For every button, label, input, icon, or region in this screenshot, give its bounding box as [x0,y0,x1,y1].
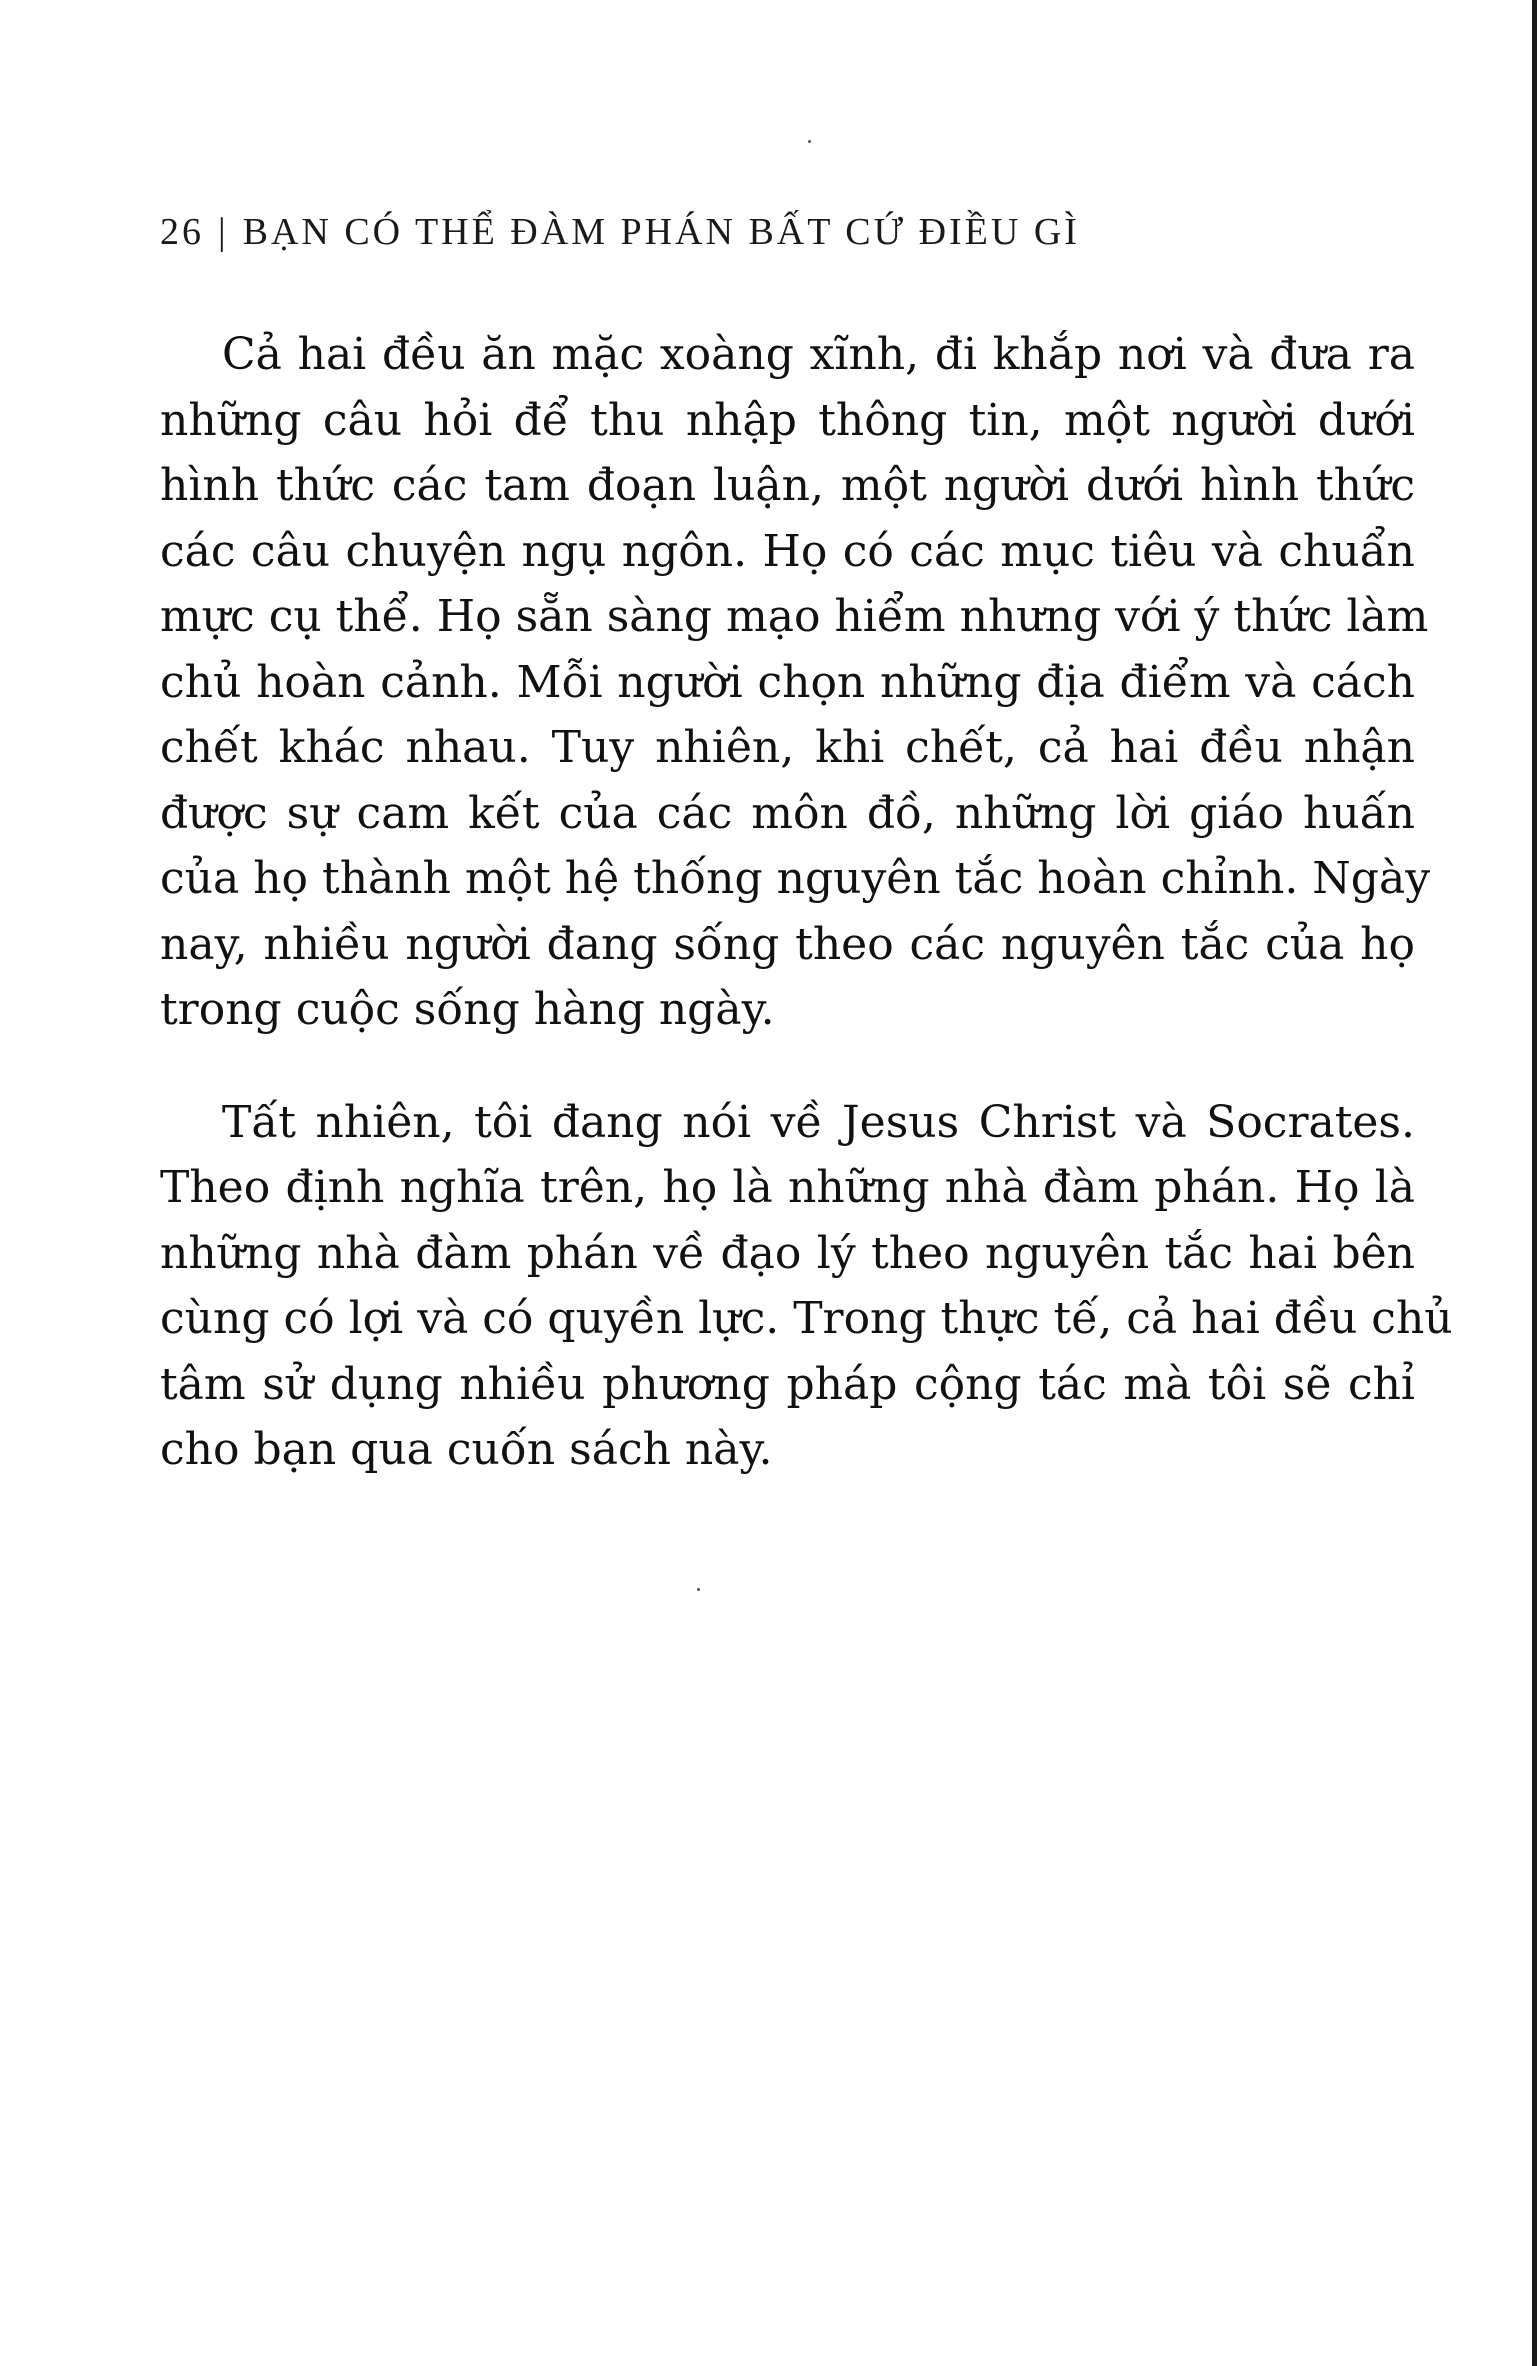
text-line: mực cụ thể. Họ sẵn sàng mạo hiểm nhưng với ý thức làm [160,591,1429,642]
text-line: những câu hỏi để thu nhập thông tin, một người dưới [160,394,1415,446]
text-line: của họ thành một hệ thống nguyên tắc hoàn chỉnh. Ngày [160,853,1431,904]
text-line: chết khác nhau. Tuy nhiên, khi chết, cả hai đều nhận [160,722,1415,773]
text-line: cho bạn qua cuốn sách này. [160,1424,773,1475]
running-header [160,210,1080,254]
paragraph-1 [160,322,1431,1043]
page-edge-border [1532,0,1537,2366]
page-number: 26 [160,211,204,253]
text-line: hình thức các tam đoạn luận, một người dưới hình thức [160,460,1415,511]
text-line: những nhà đàm phán về đạo lý theo nguyên tắc hai bên [160,1227,1415,1279]
book-title: BẠN CÓ THỂ ĐÀM PHÁN BẤT CỨ ĐIỀU GÌ [242,211,1080,253]
text-line: nay, nhiều người đang sống theo các nguyên tắc của họ [160,918,1415,970]
scan-speck [697,1588,700,1591]
paragraph-2 [160,1090,1453,1483]
text-line: chủ hoàn cảnh. Mỗi người chọn những địa điểm và cách [160,656,1415,708]
text-line: được sự cam kết của các môn đồ, những lời giáo huấn [160,787,1415,839]
text-line: tâm sử dụng nhiều phương pháp cộng tác mà tôi sẽ chỉ [160,1358,1415,1410]
text-line: Theo định nghĩa trên, họ là những nhà đàm phán. Họ là [160,1162,1415,1213]
body-text [160,322,1453,1483]
header-separator: | [218,211,229,253]
text-line: Cả hai đều ăn mặc xoàng xĩnh, đi khắp nơi và đưa ra [222,329,1415,380]
text-line: Tất nhiên, tôi đang nói về Jesus Christ và Socrates. [222,1096,1415,1148]
paragraph-gap [160,1043,1415,1090]
text-line: cùng có lợi và có quyền lực. Trong thực tế, cả hai đều chủ [160,1293,1453,1344]
scan-speck [808,140,811,143]
text-line: trong cuộc sống hàng ngày. [160,984,775,1035]
text-line: các câu chuyện ngụ ngôn. Họ có các mục tiêu và chuẩn [160,525,1415,577]
